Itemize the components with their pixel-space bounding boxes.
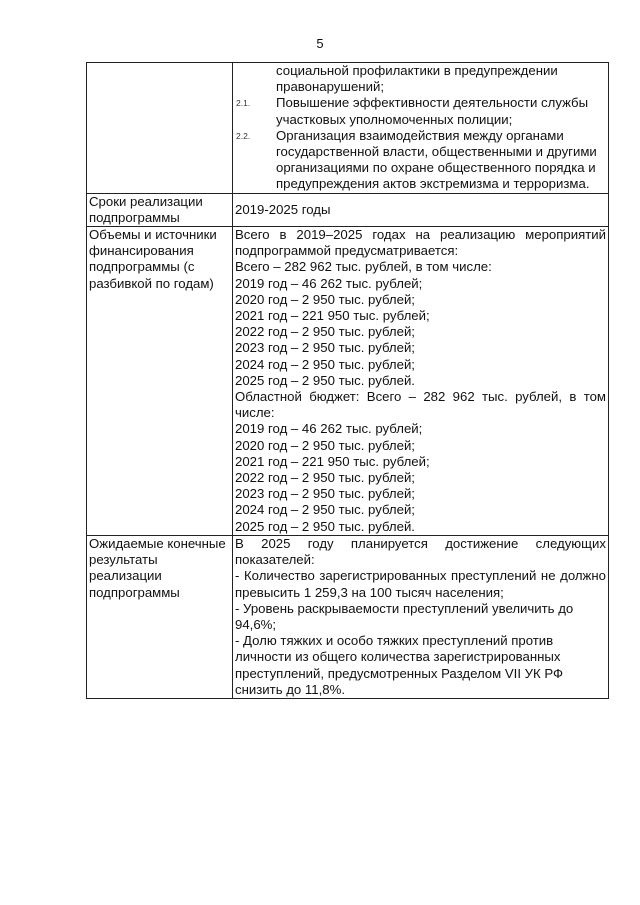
funding-year: 2025 год – 2 950 тыс. рублей. (235, 372, 415, 388)
regional-year: 2021 год – 221 950 тыс. рублей; (235, 453, 430, 469)
regional-year: 2025 год – 2 950 тыс. рублей. (235, 518, 415, 534)
objectives-label-cell (87, 63, 233, 194)
objective-item (235, 128, 606, 193)
funding-year: 2023 год – 2 950 тыс. рублей; (235, 340, 415, 356)
timeline-value: 2019-2025 годы (233, 193, 609, 226)
funding-year: 2020 год – 2 950 тыс. рублей; (235, 291, 415, 307)
results-label: Ожидаемые конечные результаты реализации подпрограммы (87, 535, 233, 698)
results-item: - Долю тяжких и особо тяжких преступлений против личности из общего количества зарегистрированных преступлений, предусмотренных Разделом VII УК РФ снизить до 11,8%. (235, 633, 564, 697)
results-item: - Уровень раскрываемости преступлений увеличить до 94,6%; (235, 600, 574, 632)
funding-year: 2019 год – 46 262 тыс. рублей; (235, 275, 423, 291)
regional-year: 2020 год – 2 950 тыс. рублей; (235, 437, 415, 453)
funding-year: 2022 год – 2 950 тыс. рублей; (235, 324, 415, 340)
objectives-cell (233, 63, 609, 194)
funding-year: 2021 год – 221 950 тыс. рублей; (235, 308, 430, 324)
funding-intro: Всего в 2019–2025 годах на реализацию мероприятий подпрограммой предусматривается: (235, 227, 606, 259)
objective-number: 2.1. (236, 98, 251, 109)
objective-text: Организация взаимодействия между органами государственной власти, общественными и другими организациями по охране общественного порядка и предупреждения актов экстремизма и терроризма. (276, 127, 597, 192)
regional-year: 2019 год – 46 262 тыс. рублей; (235, 421, 423, 437)
regional-budget-total: Областной бюджет: Всего – 282 962 тыс. рублей, в том числе: (235, 389, 606, 421)
timeline-row (87, 193, 609, 226)
subprogram-passport-table (86, 62, 609, 699)
objective-item (235, 63, 606, 95)
objective-text: социальной профилактики в предупреждении правонарушений; (276, 63, 558, 95)
funding-row (87, 227, 609, 536)
results-item: - Количество зарегистрированных преступлений не должно превысить 1 259,3 на 100 тысяч населения; (235, 568, 606, 600)
objective-text: Повышение эффективности деятельности службы участковых уполномоченных полиции; (276, 95, 589, 127)
page-number: 5 (316, 36, 324, 51)
objectives-row (87, 63, 609, 194)
funding-year: 2024 год – 2 950 тыс. рублей; (235, 356, 415, 372)
funding-cell (233, 227, 609, 536)
results-intro: В 2025 году планируется достижение следующих показателей: (235, 535, 606, 568)
regional-year: 2024 год – 2 950 тыс. рублей; (235, 502, 415, 518)
regional-year: 2023 год – 2 950 тыс. рублей; (235, 486, 415, 502)
objective-number: 2.2. (236, 130, 251, 141)
results-row (87, 535, 609, 698)
objective-item (235, 95, 606, 127)
funding-label: Объемы и источники финансирования подпрограммы (с разбивкой по годам) (87, 227, 233, 536)
results-cell (233, 535, 609, 698)
regional-year: 2022 год – 2 950 тыс. рублей; (235, 470, 415, 486)
funding-total: Всего – 282 962 тыс. рублей, в том числе: (235, 259, 492, 275)
timeline-label: Сроки реализации подпрограммы (87, 193, 233, 226)
